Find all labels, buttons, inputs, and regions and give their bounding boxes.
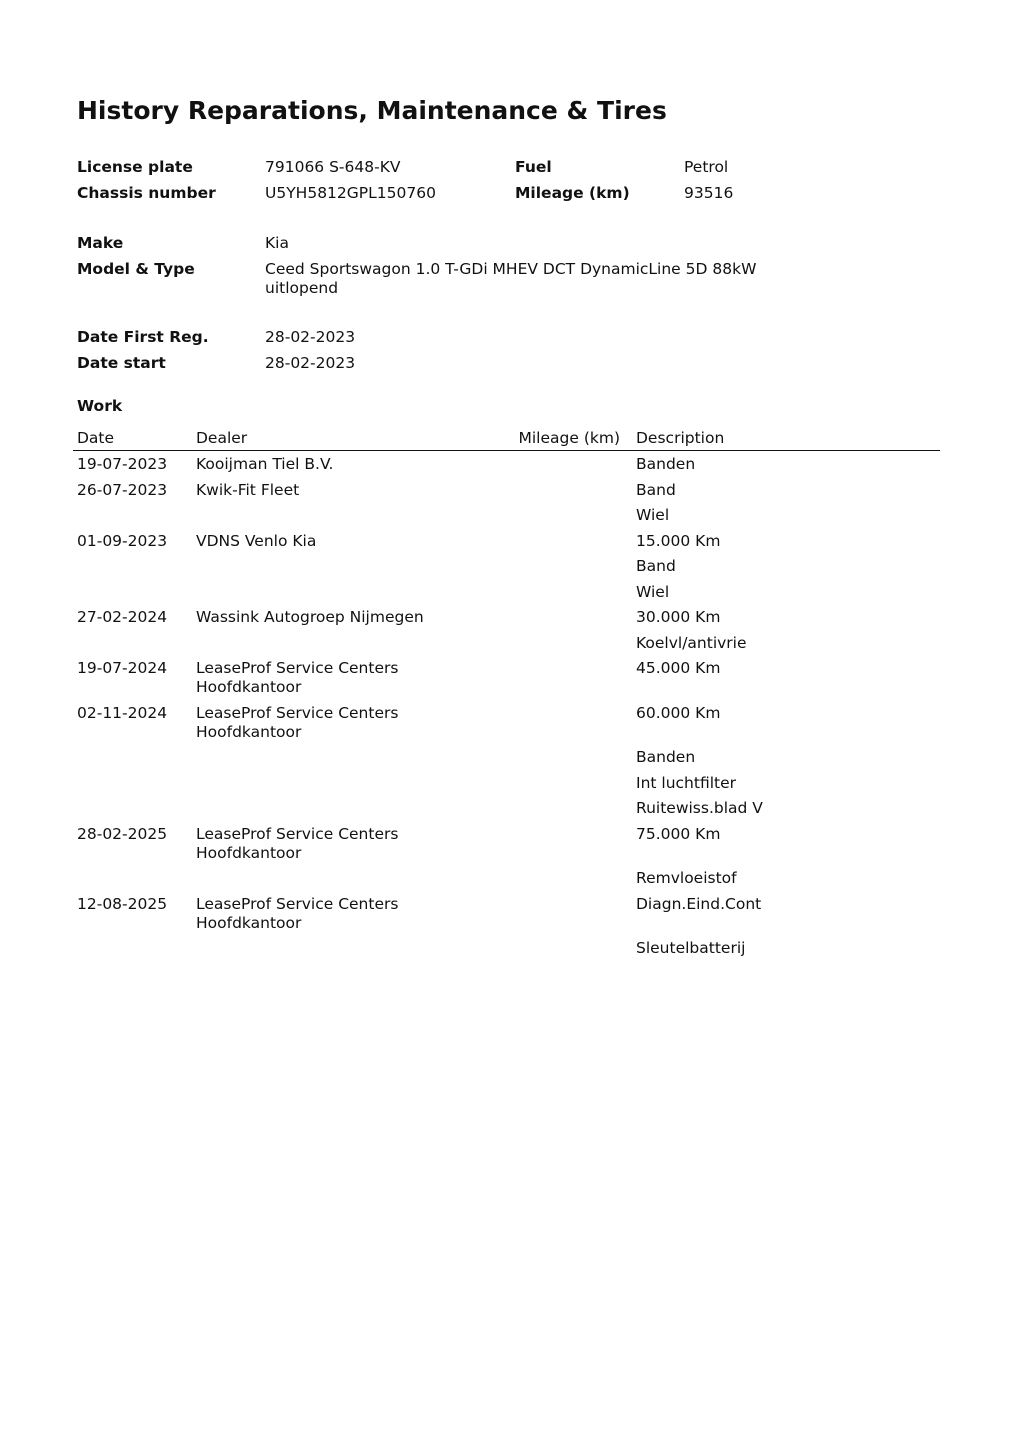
model-value: Ceed Sportswagon 1.0 T-GDi MHEV DCT DynamicLine 5D 88kW uitlopend <box>265 260 757 297</box>
row-description: Sleutelbatterij <box>636 939 746 957</box>
license-plate-value: 791066 S-648-KV <box>265 158 401 176</box>
header-mileage: Mileage (km) <box>518 429 620 447</box>
row-dealer: Wassink Autogroep Nijmegen <box>196 608 424 626</box>
header-date: Date <box>77 429 115 447</box>
chassis-label: Chassis number <box>77 184 216 202</box>
row-dealer: LeaseProf Service Centers Hoofdkantoor <box>196 824 399 862</box>
first-reg-value: 28-02-2023 <box>265 328 356 346</box>
row-dealer: LeaseProf Service Centers Hoofdkantoor <box>196 703 399 741</box>
row-description: 15.000 Km <box>636 531 721 550</box>
row-description: Wiel <box>636 506 670 524</box>
license-plate-label: License plate <box>77 158 193 176</box>
row-date: 27-02-2024 <box>77 608 168 626</box>
row-date: 28-02-2025 <box>77 824 168 843</box>
row-description: Banden <box>636 748 696 766</box>
first-reg-label: Date First Reg. <box>77 328 209 346</box>
header-description: Description <box>636 429 725 447</box>
row-description: 45.000 Km <box>636 659 721 677</box>
row-description: Remvloeistof <box>636 869 737 887</box>
date-start-label: Date start <box>77 354 166 372</box>
header-dealer: Dealer <box>196 429 248 447</box>
row-description: Ruitewiss.blad V <box>636 799 763 817</box>
row-dealer: VDNS Venlo Kia <box>196 531 317 550</box>
make-value: Kia <box>265 234 289 252</box>
chassis-value: U5YH5812GPL150760 <box>265 184 436 202</box>
row-description: Band <box>636 480 676 499</box>
row-description: 75.000 Km <box>636 824 721 843</box>
row-date: 12-08-2025 <box>77 894 168 913</box>
row-date: 01-09-2023 <box>77 531 168 550</box>
row-description: 60.000 Km <box>636 703 721 722</box>
row-dealer: LeaseProf Service Centers Hoofdkantoor <box>196 659 399 696</box>
row-dealer: Kwik-Fit Fleet <box>196 480 300 499</box>
make-label: Make <box>77 234 124 252</box>
date-start-value: 28-02-2023 <box>265 354 356 372</box>
row-date: 02-11-2024 <box>77 703 168 722</box>
row-description: Int luchtfilter <box>636 773 737 792</box>
row-date: 19-07-2024 <box>77 659 168 677</box>
row-description: Banden <box>636 455 696 473</box>
row-description: 30.000 Km <box>636 608 721 626</box>
row-date: 26-07-2023 <box>77 480 168 499</box>
row-description: Wiel <box>636 582 670 601</box>
row-description: Diagn.Eind.Cont <box>636 894 762 913</box>
row-description: Koelvl/antivrie <box>636 633 747 652</box>
mileage-label: Mileage (km) <box>515 184 630 202</box>
row-description: Band <box>636 557 676 575</box>
row-date: 19-07-2023 <box>77 455 168 473</box>
row-dealer: LeaseProf Service Centers Hoofdkantoor <box>196 894 399 932</box>
work-section-title: Work <box>77 397 123 415</box>
model-label: Model & Type <box>77 260 195 278</box>
fuel-label: Fuel <box>515 158 552 176</box>
page-title: History Reparations, Maintenance & Tires <box>77 96 667 125</box>
mileage-value: 93516 <box>684 184 734 202</box>
row-dealer: Kooijman Tiel B.V. <box>196 455 334 473</box>
fuel-value: Petrol <box>684 158 729 176</box>
